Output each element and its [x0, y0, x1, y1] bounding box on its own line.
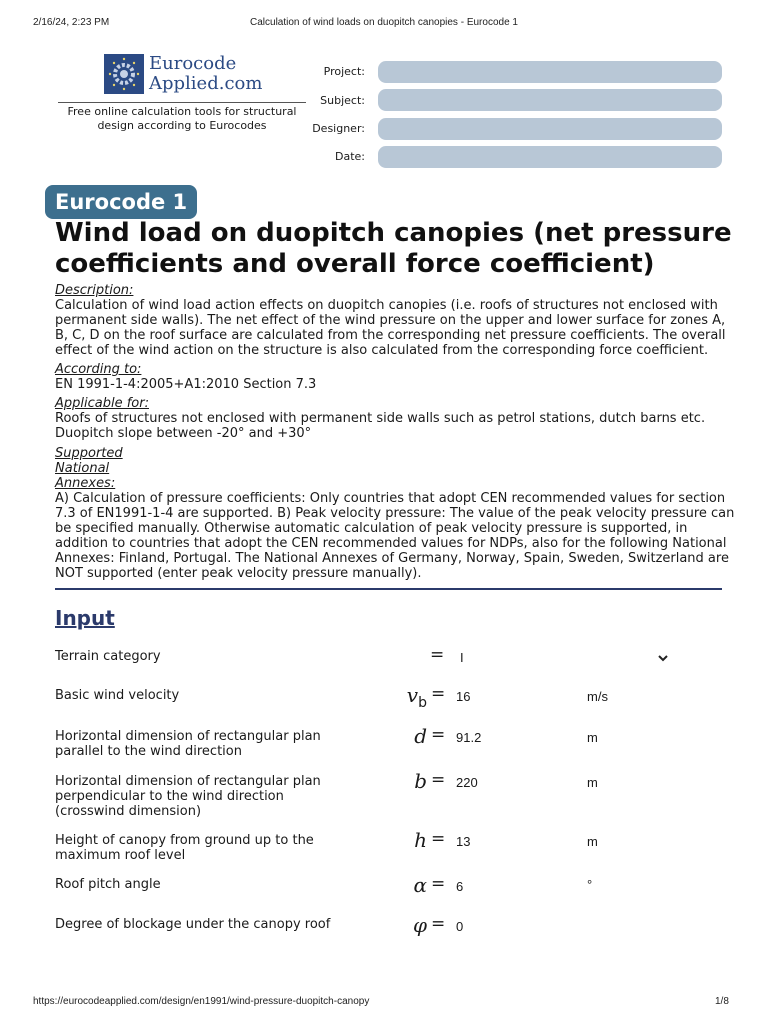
blockage-equals: =	[431, 914, 446, 934]
gear-icon	[104, 54, 144, 94]
according-heading: According to:	[55, 362, 142, 377]
dimension-b-symbol: b	[414, 769, 427, 793]
pitch-angle-input[interactable]: 6	[456, 879, 464, 894]
subject-label: Subject:	[320, 94, 365, 107]
designer-label: Designer:	[312, 122, 365, 135]
wind-velocity-unit: m/s	[587, 689, 608, 704]
pitch-angle-equals: =	[431, 874, 446, 894]
site-tagline: Free online calculation tools for structural design according to Eurocodes	[58, 102, 306, 133]
according-section	[55, 362, 735, 392]
applicable-section	[55, 396, 735, 441]
terrain-value: I	[460, 650, 464, 665]
page-title: Wind load on duopitch canopies (net pressure coefficients and overall force coefficient)	[55, 218, 732, 279]
logo-text-line2: Applied.com	[149, 73, 263, 94]
annexes-text: A) Calculation of pressure coefficients: Only countries that adopt CEN recommended values for section 7.3 of EN1991-1-4 are supported. B) Peak velocity pressure: The value of the peak velocity pressure can be specified manually. Otherwise automatic calculation of peak velocity pressure is supported, in addition to countries that adopt the CEN recommended values for NDPs, also for the following National Annexes: Finland, Portugal. The National Annexes of Germany, Norway, Spain, Sweden, Switzerland are NOT supported (enter peak velocity pressure manually).	[55, 491, 735, 581]
chevron-down-icon	[657, 649, 669, 668]
pitch-angle-unit: °	[587, 877, 593, 892]
site-logo[interactable]	[104, 54, 264, 96]
annexes-heading-2: National	[55, 461, 110, 476]
section-divider	[55, 588, 722, 590]
terrain-label: Terrain category	[55, 649, 161, 664]
description-heading: Description:	[55, 283, 134, 298]
blockage-label: Degree of blockage under the canopy roof	[55, 917, 331, 932]
terrain-select[interactable]	[453, 645, 675, 667]
description-text: Calculation of wind load action effects on duopitch canopies (i.e. roofs of structures not enclosed with permanent side walls). The net effect of the wind pressure on the upper and lower surface for zones A, B, C, D on the roof surface are calculated from the corresponding net pressure coefficients. The overall effect of the wind action on the structure is also calculated from the corresponding force coefficient.	[55, 298, 726, 358]
project-field[interactable]	[378, 61, 722, 83]
wind-velocity-label: Basic wind velocity	[55, 688, 180, 703]
height-equals: =	[431, 829, 446, 849]
annexes-heading-1: Supported	[55, 446, 123, 461]
dimension-d-unit: m	[587, 730, 598, 745]
print-page-title: Calculation of wind loads on duopitch canopies - Eurocode 1	[250, 17, 518, 28]
blockage-symbol: φ	[412, 913, 427, 937]
dimension-b-equals: =	[431, 770, 446, 790]
designer-field[interactable]	[378, 118, 722, 140]
height-label: Height of canopy from ground up to the maximum roof level	[55, 833, 314, 863]
footer-page-number: 1/8	[715, 996, 729, 1007]
logo-text-line1: Eurocode	[149, 53, 237, 74]
applicable-heading: Applicable for:	[55, 396, 149, 411]
dimension-d-equals: =	[431, 725, 446, 745]
wind-velocity-equals: =	[431, 684, 446, 704]
print-datetime: 2/16/24, 2:23 PM	[33, 17, 110, 28]
annexes-section	[55, 446, 735, 581]
wind-velocity-symbol: $v_b$	[406, 683, 427, 711]
dimension-d-input[interactable]: 91.2	[456, 730, 482, 745]
dimension-b-unit: m	[587, 775, 598, 790]
pitch-angle-label: Roof pitch angle	[55, 877, 161, 892]
date-field[interactable]	[378, 146, 722, 168]
eurocode-badge: Eurocode 1	[45, 185, 197, 219]
pitch-angle-symbol: α	[413, 873, 427, 897]
dimension-d-label: Horizontal dimension of rectangular plan parallel to the wind direction	[55, 729, 321, 759]
terrain-equals: =	[430, 645, 445, 665]
height-input[interactable]: 13	[456, 834, 471, 849]
height-unit: m	[587, 834, 598, 849]
date-label: Date:	[335, 150, 365, 163]
subject-field[interactable]	[378, 89, 722, 111]
blockage-input[interactable]: 0	[456, 919, 464, 934]
annexes-heading-3: Annexes:	[55, 476, 116, 491]
input-heading: Input	[55, 606, 115, 630]
footer-url: https://eurocodeapplied.com/design/en1991/wind-pressure-duopitch-canopy	[33, 996, 370, 1007]
applicable-text: Roofs of structures not enclosed with permanent side walls such as petrol stations, dutch barns etc. Duopitch slope between -20° and +30°	[55, 411, 706, 441]
dimension-b-label: Horizontal dimension of rectangular plan perpendicular to the wind direction (crosswind dimension)	[55, 774, 321, 819]
wind-velocity-input[interactable]: 16	[456, 689, 471, 704]
dimension-b-input[interactable]: 220	[456, 775, 478, 790]
description-section	[55, 283, 735, 358]
height-symbol: h	[414, 828, 427, 852]
project-label: Project:	[323, 65, 365, 78]
dimension-d-symbol: d	[414, 724, 427, 748]
according-text: EN 1991-1-4:2005+A1:2010 Section 7.3	[55, 377, 317, 392]
